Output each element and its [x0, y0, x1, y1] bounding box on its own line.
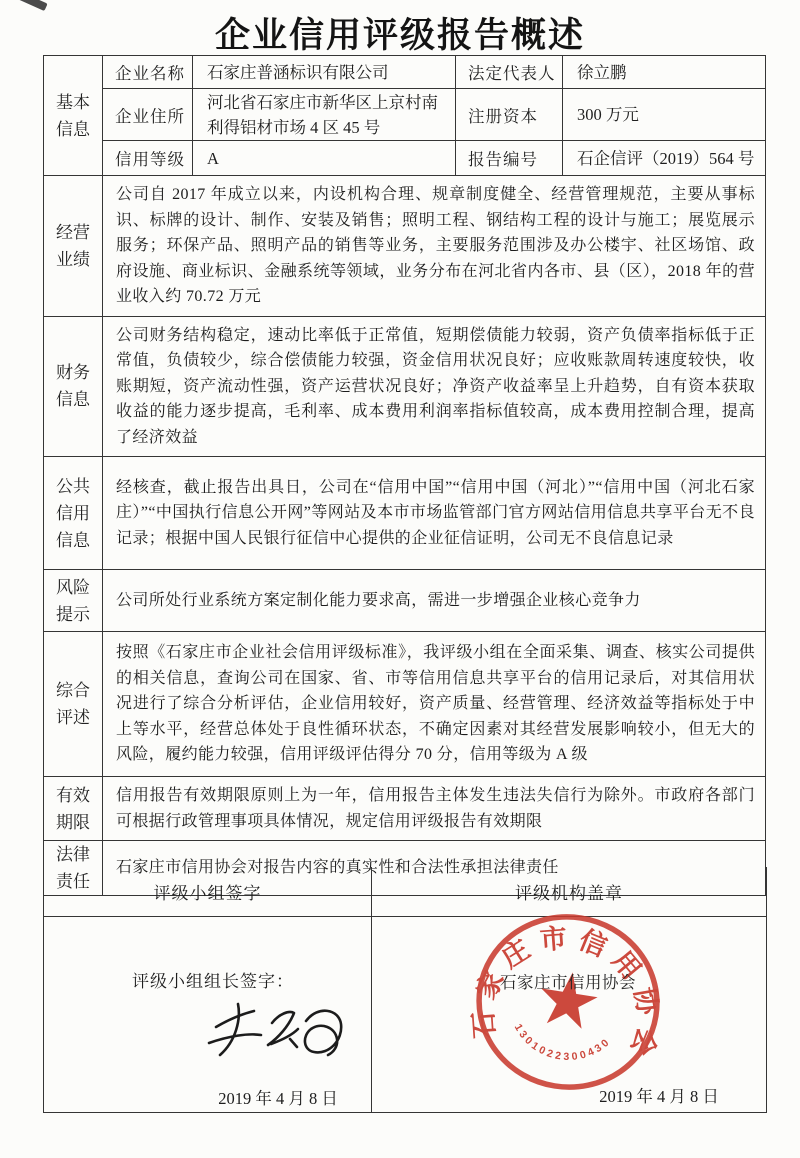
field-label-legal-rep: 法定代表人 [456, 56, 563, 89]
table-row-overall-review [44, 632, 766, 777]
section-text-legal-liability: 石家庄市信用协会对报告内容的真实性和合法性承担法律责任 [103, 841, 766, 896]
footer-body-row [44, 917, 766, 1112]
field-value-report-number: 石企信评（2019）564 号 [563, 141, 766, 176]
team-leader-signature-label: 评级小组组长签字： [132, 972, 294, 991]
page-title: 企业信用评级报告概述 [214, 16, 585, 55]
row-label-risk-notice: 风险提示 [44, 570, 103, 632]
field-label-company-name: 企业名称 [103, 56, 193, 89]
row-label-business-performance: 经营业绩 [44, 176, 103, 317]
table-row-risk-notice [44, 570, 766, 632]
field-label-report-number: 报告编号 [456, 141, 563, 176]
section-text-financial-info: 公司财务结构稳定，速动比率低于正常值，短期偿债能力较弱，资产负债率指标低于正常值，负债较少，综合偿债能力较强，资金信用状况良好；应收账款周转速度较快，收账期短，资产流动性强，资产运营状况良好；净资产收益率呈上升趋势，自有资本获取收益的能力逐步提高，毛利率、成本费用利润率指标值较高，成本费用控制合理，提高了经济效益 [103, 316, 766, 457]
seal-cell [372, 917, 766, 1112]
svg-text:1301022300430 [508, 1020, 615, 1070]
seal-number-text: 1301022300430 [511, 1021, 614, 1064]
section-text-public-credit-info: 经核查，截止报告出具日，公司在“信用中国”“信用中国（河北）”“信用中国（河北石家庄）”“中国执行信息公开网”等网站及本市市场监管部门官方网站信用信息共享平台无不良记录；根据中国人民银行征信中心提供的企业征信证明，公司无不良信息记录 [103, 457, 766, 570]
row-label-overall-review: 综合评述 [44, 632, 103, 777]
section-text-validity-period: 信用报告有效期限原则上为一年，信用报告主体发生违法失信行为除外。市政府各部门可根据行政管理事项具体情况，规定信用评级报告有效期限 [103, 777, 766, 841]
row-label-financial-info: 财务信息 [44, 316, 103, 457]
section-text-business-performance: 公司自 2017 年成立以来，内设机构合理、规章制度健全、经营管理规范，主要从事标识、标牌的设计、制作、安装及销售；照明工程、钢结构工程的设计与施工；展览展示服务；环保产品、照明产品的销售等业务，主要服务范围涉及办公楼宇、社区场馆、政府设施、商业标识、金融系统等领域，业务分布在河北省内各市、县（区），2018 年的营业收入约 70.72 万元 [103, 176, 766, 317]
seal-date: 2019 年 4 月 8 日 [599, 1087, 719, 1106]
table-row-company-name [44, 56, 766, 89]
field-label-credit-grade: 信用等级 [103, 141, 193, 176]
field-value-credit-grade: A [193, 141, 456, 176]
section-text-overall-review: 按照《石家庄市企业社会信用评级标准》，我评级小组在全面采集、调查、核实公司提供的相关信息，查询公司在国家、省、市等信用信息共享平台的信用记录后，对其信用状况进行了综合分析评估，企业信用较好，资产质量、经营管理、经济效益等指标处于中上等水平，经营总体处于良性循环状态，不确定因素对其经营发展影响较小，但无大的风险，履约能力较强，信用评级评估得分 70 分，信用等级为 A 级 [103, 632, 766, 777]
field-label-address: 企业住所 [103, 89, 193, 141]
row-label-validity-period: 有效期限 [44, 777, 103, 841]
field-value-registered-capital: 300 万元 [563, 89, 766, 141]
rating-agency-seal-header: 评级机构盖章 [515, 884, 623, 903]
signature-date: 2019 年 4 月 8 日 [218, 1089, 338, 1108]
footer-header-row [44, 867, 766, 917]
field-value-legal-rep: 徐立鹏 [563, 56, 766, 89]
seal-org-arc-text: 石家庄市信用协会 [467, 922, 665, 1069]
table-row-business-performance [44, 176, 766, 317]
row-label-legal-liability: 法律责任 [44, 841, 103, 896]
table-row-validity-period [44, 777, 766, 841]
report-table [43, 55, 766, 896]
seal-printed-org-name: 石家庄市信用协会 [500, 973, 636, 992]
row-label-public-credit-info: 公共信用信息 [44, 457, 103, 570]
field-value-company-name: 石家庄普涵标识有限公司 [193, 56, 456, 89]
field-label-registered-capital: 注册资本 [456, 89, 563, 141]
signature-seal-block [43, 867, 767, 1113]
table-row-credit-grade [44, 141, 766, 176]
row-label-basic-info: 基本信息 [44, 56, 103, 176]
official-red-seal [459, 897, 677, 1107]
table-row-financial-info [44, 316, 766, 457]
signature-cell [44, 917, 372, 1112]
handwritten-signature [202, 997, 357, 1069]
table-row-address [44, 89, 766, 141]
field-value-address: 河北省石家庄市新华区上京村南利得铝材市场 4 区 45 号 [193, 89, 456, 141]
section-text-risk-notice: 公司所处行业系统方案定制化能力要求高，需进一步增强企业核心竞争力 [103, 570, 766, 632]
rating-team-signature-header: 评级小组签字 [44, 867, 372, 916]
table-row-public-credit-info [44, 457, 766, 570]
